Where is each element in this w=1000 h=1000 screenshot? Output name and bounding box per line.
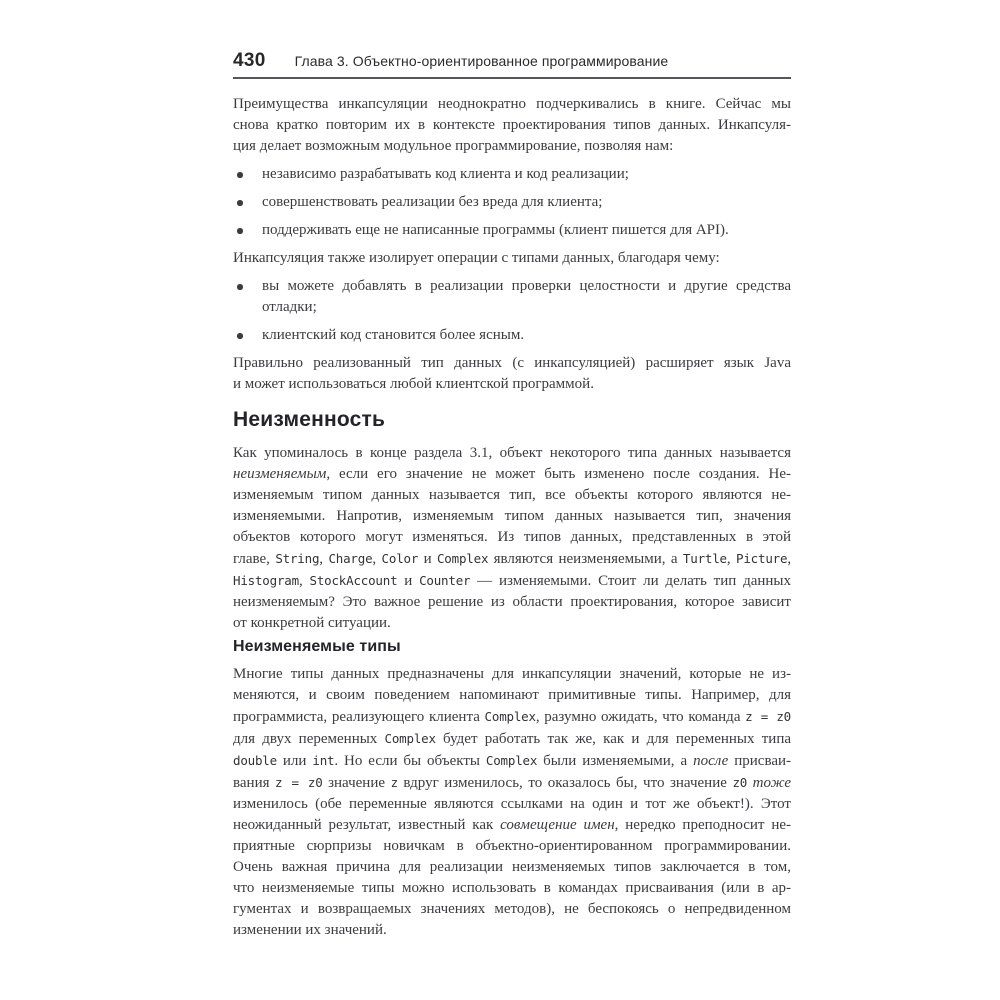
text-segment: Инкапсуляция также изолирует операции с типами данных, благодаря чему: (233, 250, 720, 266)
bullet-marker (233, 220, 262, 241)
text-line (233, 920, 791, 941)
text-segment: программиста, реализующего клиента (233, 709, 485, 725)
inline-code: Counter (419, 573, 471, 588)
text-segment: что неизменяемые типы можно использовать в командах присваивания (или в ар- (233, 880, 791, 896)
text-line (262, 276, 791, 297)
bullet-item (233, 192, 791, 213)
text-segment: меняются, и своим поведением напоминают примитивные типы. Например, для (233, 687, 791, 703)
text-segment: Преимущества инкапсуляции неоднократно подчеркивались в книге. Сейчас мы (233, 96, 791, 112)
inline-code: Turtle (682, 551, 727, 566)
text-line (233, 94, 791, 115)
text-line (233, 878, 791, 899)
emphasis-text: неизменяемым (233, 466, 327, 482)
text-line (233, 353, 791, 374)
page-body (233, 94, 791, 941)
text-segment: или (276, 753, 313, 769)
inline-code: Complex (436, 551, 489, 566)
emphasis-text: после (693, 753, 729, 769)
text-line (233, 464, 791, 485)
inline-code: Charge (328, 551, 373, 566)
emphasis-text: тоже (752, 775, 792, 791)
bullet-item (233, 164, 791, 185)
text-line (233, 570, 791, 592)
bullet-marker (233, 192, 262, 213)
text-segment: , разумно ожидать, что команда (535, 709, 746, 725)
text-segment: снова кратко повторим их в контексте проектирования типов данных. Инкапсуля- (233, 117, 791, 133)
section-heading: Неизменность (233, 408, 386, 431)
text-segment: клиентский код становится более ясным. (262, 327, 525, 343)
bullet-item-text (262, 192, 791, 213)
text-line (233, 485, 791, 506)
text-segment: , нередко преподносит не- (614, 817, 792, 833)
bullet-item (233, 220, 791, 241)
emphasis-text: совмещение имен (500, 817, 615, 833)
bullet-item-text (262, 325, 791, 346)
text-segment: являются неизменяемыми, а (488, 551, 683, 567)
text-segment: , (726, 551, 737, 567)
page-number: 430 (233, 50, 266, 71)
inline-code: z0 (732, 775, 748, 790)
text-line (233, 136, 791, 157)
text-segment: и может использоваться любой клиентской программой. (233, 376, 594, 392)
text-segment: поддерживать еще не написанные программы (клиент пишется для API). (262, 222, 729, 238)
inline-code: Histogram (233, 573, 299, 588)
inline-code: Picture (736, 551, 788, 566)
bullet-marker (233, 325, 262, 346)
text-segment: объектов которого могут изменяться. Из типов данных, представленных в этой (233, 529, 791, 545)
text-segment: ция делает возможным модульное программирование, позволяя нам: (233, 138, 674, 154)
text-segment: независимо разрабатывать код клиента и код реализации; (262, 166, 629, 182)
text-segment: главе, (233, 551, 276, 567)
text-segment: вдруг изменилось, то оказалось бы, что значение (397, 775, 733, 791)
text-segment: вы можете добавлять в реализации проверки целостности и другие средства (262, 278, 791, 294)
text-segment: совершенствовать реализации без вреда для клиента; (262, 194, 603, 210)
text-line (262, 192, 791, 213)
text-segment: изменилось (обе переменные являются ссылками на один и тот же объект!). Этот (233, 796, 791, 812)
text-line (233, 115, 791, 136)
inline-code: z = z0 (275, 775, 323, 790)
text-line (233, 374, 791, 395)
subsection-heading: Неизменяемые типы (233, 638, 401, 655)
paragraph (233, 664, 791, 941)
inline-code: int (312, 753, 335, 768)
text-segment: изменяемым типом данных называется тип, все объекты которого являются не- (233, 487, 791, 503)
bullet-item (233, 276, 791, 318)
bullet-dot-icon (237, 333, 243, 339)
text-line (233, 248, 791, 269)
page-header (233, 50, 791, 79)
inline-code: Complex (384, 731, 436, 746)
bullet-list (233, 164, 791, 241)
bullet-dot-icon (237, 284, 243, 290)
text-segment: Многие типы данных предназначены для инкапсуляции значений, которые не из- (233, 666, 791, 682)
text-segment: и (397, 573, 420, 589)
inline-code: Complex (484, 709, 536, 724)
text-segment: значение (322, 775, 391, 791)
text-line (233, 836, 791, 857)
text-line (233, 899, 791, 920)
text-line (233, 443, 791, 464)
text-segment: , (372, 551, 382, 567)
text-line (233, 772, 791, 794)
bullet-item-text (262, 164, 791, 185)
inline-code: z (390, 775, 398, 790)
inline-code: z = z0 (745, 709, 791, 724)
text-segment: приятные сюрпризы новичкам в объектно-ориентированном программировании. (233, 838, 791, 854)
inline-code: Color (381, 551, 419, 566)
text-segment: вания (233, 775, 276, 791)
text-segment: будет работать так же, как и для переменных типа (435, 731, 792, 747)
text-line (262, 220, 791, 241)
text-line (262, 164, 791, 185)
paragraph (233, 443, 791, 634)
text-line (233, 685, 791, 706)
text-segment: , (319, 551, 329, 567)
paragraph (233, 248, 791, 269)
bullet-dot-icon (237, 228, 243, 234)
text-line (233, 706, 791, 728)
text-line (233, 750, 791, 772)
text-line (233, 506, 791, 527)
text-segment: , (787, 551, 792, 567)
bullet-item-text (262, 276, 791, 318)
text-segment: — изменяемыми. Стоит ли делать тип данных (470, 573, 792, 589)
text-line (262, 325, 791, 346)
text-segment: Очень важная причина для реализации неизменяемых типов заключается в том, (233, 859, 791, 875)
text-line (233, 592, 791, 613)
text-segment: изменяемыми. Напротив, изменяемым типом данных называется тип, значения (233, 508, 791, 524)
text-line (233, 527, 791, 548)
text-segment: изменении их значений. (233, 922, 387, 938)
text-segment: и (418, 551, 437, 567)
text-segment: были изменяемыми, а (537, 753, 694, 769)
text-segment: Правильно реализованный тип данных (с инкапсуляцией) расширяет язык Java (233, 355, 791, 371)
text-line (233, 815, 791, 836)
text-line (233, 857, 791, 878)
text-segment: гументах и возвращаемых значениях методов), не беспокоясь о непредвиденном (233, 901, 791, 917)
text-line (233, 548, 791, 570)
inline-code: Complex (485, 753, 538, 768)
bullet-dot-icon (237, 172, 243, 178)
bullet-marker (233, 276, 262, 318)
text-line (233, 664, 791, 685)
text-segment: для двух переменных (233, 731, 385, 747)
text-segment: отладки; (262, 299, 317, 315)
inline-code: StockAccount (309, 573, 398, 588)
text-line (262, 297, 791, 318)
paragraph (233, 94, 791, 157)
bullet-dot-icon (237, 200, 243, 206)
text-segment: неизменяемым? Это важное решение из области проектирования, которое зависит (233, 594, 791, 610)
inline-code: double (233, 753, 277, 768)
text-segment: . Но если бы объекты (334, 753, 486, 769)
text-segment: присваи- (728, 753, 792, 769)
text-line (233, 794, 791, 815)
text-segment: неожиданный результат, известный как (233, 817, 501, 833)
text-segment: , если его значение не может быть изменено после создания. Не- (326, 466, 791, 482)
text-line (233, 728, 791, 750)
chapter-title: Глава 3. Объектно-ориентированное программирование (294, 53, 669, 69)
inline-code: String (275, 551, 320, 566)
text-segment: от конкретной ситуации. (233, 615, 391, 631)
text-segment: , (298, 573, 310, 589)
paragraph (233, 353, 791, 395)
text-line (233, 613, 791, 634)
text-segment: Как упоминалось в конце раздела 3.1, объект некоторого типа данных называется (233, 445, 791, 461)
bullet-list (233, 276, 791, 346)
bullet-marker (233, 164, 262, 185)
bullet-item-text (262, 220, 791, 241)
bullet-item (233, 325, 791, 346)
